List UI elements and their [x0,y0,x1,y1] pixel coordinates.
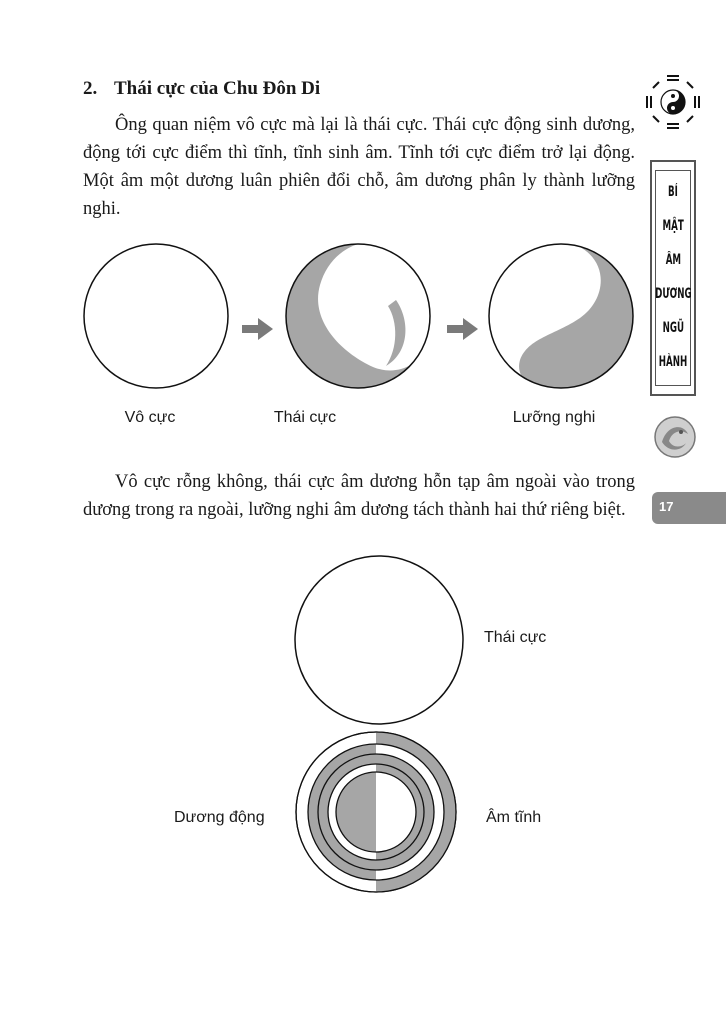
paragraph-1: Ông quan niệm vô cực mà lại là thái cực. Thái cực động sinh dương, động tới cực điểm thì tĩnh, tĩnh sinh âm. Tĩnh tới cực điểm trở lại động. Một âm một dương luân phiên đổi chỗ, âm dương phân ly thành lưỡng nghi. [83,115,635,219]
section-number: 2. [83,78,98,99]
label-am-tinh: Âm tĩnh [486,809,542,826]
right-arrow-icon [447,318,478,340]
yin-yang-bagua-icon [647,76,699,128]
sidebar-words [650,182,696,372]
sidebar-word: HÀNH [658,354,688,370]
dragon-medallion-icon [655,417,695,457]
vo-cuc-circle [84,244,228,388]
thai-cuc-swirl-circle [286,244,430,388]
sidebar-word: ÂM [665,252,681,268]
label-thai-cuc-right: Thái cực [484,629,547,646]
label-vo-cuc: Vô cực [124,409,176,426]
duong-dong-am-tinh-rings [296,732,456,892]
section-title: Thái cực của Chu Đôn Di [114,78,321,99]
section-heading [83,78,320,100]
thai-cuc-empty-circle [295,556,463,724]
page-number-tab [652,492,726,524]
right-arrow-icon [242,318,273,340]
sidebar-book-title [650,160,696,396]
label-duong-dong: Dương động [174,809,265,826]
page-number: 17 [659,499,674,514]
luong-nghi-yin-yang-circle [489,240,640,390]
label-luong-nghi: Lưỡng nghi [512,409,596,426]
sidebar-word: BÍ [668,184,678,200]
sidebar-word: MẬT [662,218,684,234]
label-thai-cuc: Thái cực [273,409,337,426]
paragraph-2: Vô cực rỗng không, thái cực âm dương hỗn tạp âm ngoài vào trong dương trong ra ngoài, lưỡng nghi âm dương tách thành hai thứ riêng biệt. [83,472,635,520]
sidebar-word: DƯƠNG [654,286,692,302]
sidebar-word: NGŨ [662,320,684,336]
